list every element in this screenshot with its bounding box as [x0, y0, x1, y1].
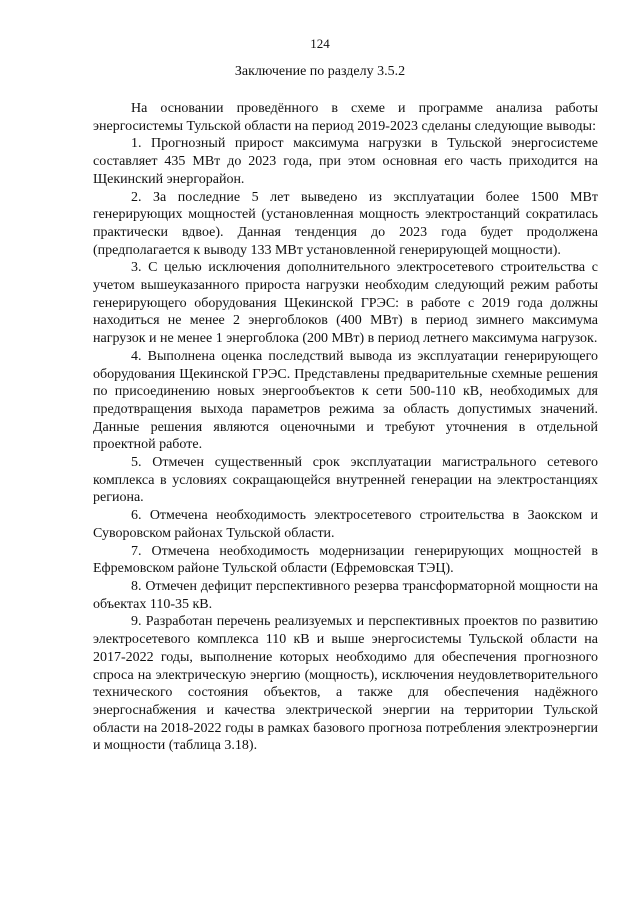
conclusion-item-4: 4. Выполнена оценка последствий вывода из эксплуатации генерирующего оборудования Щекинской ГРЭС. Представлены предварительные схемные решения по присоединению новых энергообъектов к сети 500-110 кВ, необходимых для предотвращения выхода параметров режима за область допустимых значений. Данные решения являются оценочными и требуют уточнения в отдельной проектной работе. — [93, 348, 598, 453]
conclusion-item-6: 6. Отмечена необходимость электросетевого строительства в Заокском и Суворовском районах Тульской области. — [93, 508, 598, 541]
page-number: 124 — [310, 36, 330, 51]
body-text — [93, 100, 598, 755]
conclusion-item-9: 9. Разработан перечень реализуемых и перспективных проектов по развитию электросетевого комплекса 110 кВ и выше энергосистемы Тульской области на 2017-2022 годы, выполнение которых необходимо для обеспечения прогнозного спроса на электрическую энергию (мощность), исключения неудовлетворительного технического состояния объектов, а также для обеспечения надёжного энергоснабжения и качества электрической энергии на территории Тульской области на 2018-2022 годы в рамках базового прогноза потребления электроэнергии и мощности (таблица 3.18). — [93, 614, 598, 754]
conclusion-item-2: 2. За последние 5 лет выведено из эксплуатации более 1500 МВт генерирующих мощностей (установленная мощность электростанций сократилась практически вдвое). Данная тенденция до 2023 года будет продолжена (предполагается к выводу 133 МВт установленной генерирующей мощности). — [93, 189, 598, 258]
conclusion-item-8: 8. Отмечен дефицит перспективного резерва трансформаторной мощности на объектах 110-35 кВ. — [93, 578, 598, 612]
conclusion-item-1: 1. Прогнозный прирост максимума нагрузки в Тульской энергосистеме составляет 435 МВт до 2023 года, при этом основная его часть приходится на Щекинский энергорайон. — [93, 136, 598, 187]
section-title: Заключение по разделу 3.5.2 — [234, 64, 406, 79]
intro-paragraph: На основании проведённого в схеме и программе анализа работы энергосистемы Тульской области на период 2019-2023 сделаны следующие выводы: — [93, 101, 598, 134]
conclusion-item-7: 7. Отмечена необходимость модернизации генерирующих мощностей в Ефремовском районе Тульской области (Ефремовская ТЭЦ). — [93, 543, 598, 577]
conclusion-item-3: 3. С целью исключения дополнительного электросетевого строительства с учетом вышеуказанного прироста нагрузки необходим следующий режим работы генерирующего оборудования Щекинской ГРЭС: в работе с 2019 года должны находиться не менее 2 энергоблоков (400 МВт) в период зимнего максимума нагрузок и не менее 1 энергоблока (200 МВт) в период летнего максимума нагрузок. — [93, 260, 598, 347]
conclusion-item-5: 5. Отмечен существенный срок эксплуатации магистрального сетевого комплекса в условиях сокращающейся внутренней генерации на электростанциях региона. — [93, 455, 598, 506]
